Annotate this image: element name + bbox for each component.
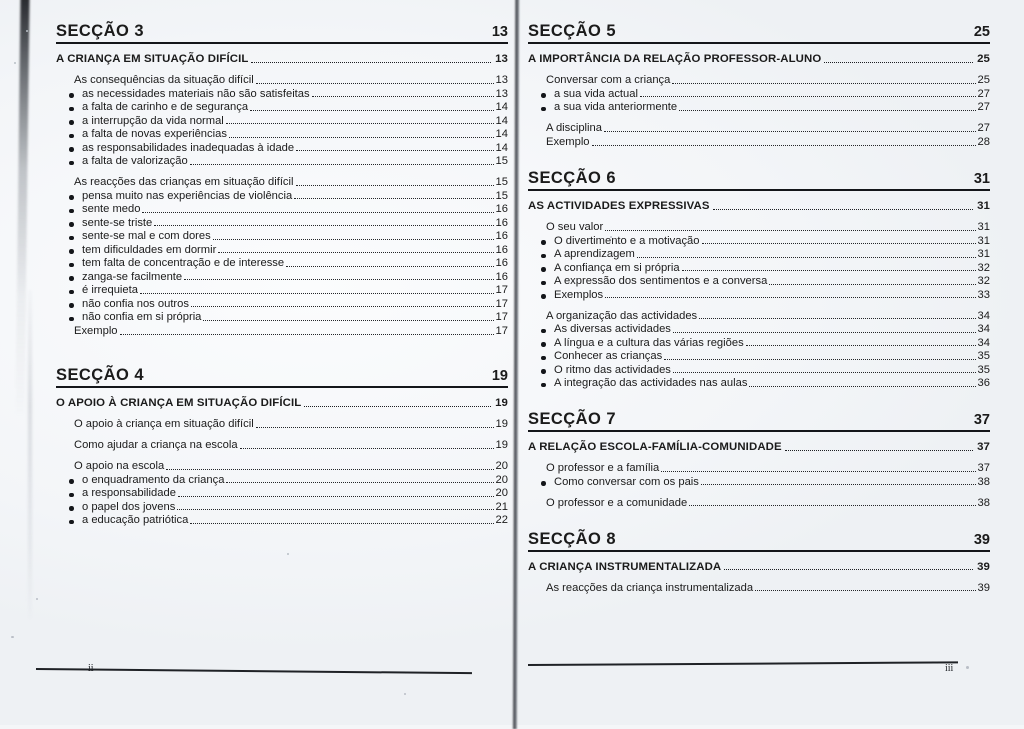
leader-dots xyxy=(637,257,976,258)
leader-dots xyxy=(640,96,976,97)
chapter-label: O APOIO À CRIANÇA EM SITUAÇÃO DIFÍCIL xyxy=(56,397,302,409)
section-header xyxy=(528,410,990,432)
section-header xyxy=(56,22,508,44)
toc-group-heading[interactable] xyxy=(56,325,508,337)
leader-dots xyxy=(701,484,976,485)
entry-label: A organização das actividades xyxy=(546,309,698,322)
toc-sub-entry[interactable] xyxy=(528,364,990,376)
bullet-icon xyxy=(69,520,74,525)
entry-label: Conversar com a criança xyxy=(546,74,671,86)
bullet-icon xyxy=(69,120,74,125)
bullet-icon xyxy=(69,479,74,484)
chapter-page-number: 39 xyxy=(977,560,990,573)
leader-dots xyxy=(755,590,976,591)
leader-dots xyxy=(226,123,494,124)
toc-column-left xyxy=(56,0,508,526)
entry-label: O apoio à criança em situação difícil xyxy=(74,418,254,430)
entry-label: Exemplo xyxy=(546,136,590,148)
toc-sub-entry[interactable] xyxy=(56,501,508,513)
entry-page-number: 21 xyxy=(495,500,508,513)
toc-section-seccao-6 xyxy=(528,169,990,389)
bullet-icon xyxy=(541,240,546,245)
entry-page-number: 31 xyxy=(977,248,990,260)
section-title: SECÇÃO 4 xyxy=(56,366,144,384)
section-page-number: 13 xyxy=(491,24,508,40)
chapter-label: A CRIANÇA INSTRUMENTALIZADA xyxy=(528,560,722,573)
entry-page-number: 14 xyxy=(495,114,508,127)
leader-dots xyxy=(251,62,491,63)
bullet-icon xyxy=(69,222,74,227)
bullet-icon xyxy=(541,254,546,259)
entry-label: a falta de carinho e de segurança xyxy=(82,101,249,113)
toc-sub-entry[interactable] xyxy=(56,101,508,113)
toc-group-heading[interactable] xyxy=(56,74,508,86)
chapter-label: A IMPORTÂNCIA DA RELAÇÃO PROFESSOR-ALUNO xyxy=(528,53,822,65)
scan-speck xyxy=(11,636,14,638)
entry-page-number: 34 xyxy=(977,336,990,349)
toc-sub-entry[interactable] xyxy=(528,350,990,362)
entry-page-number: 17 xyxy=(495,284,508,296)
section-page-number: 25 xyxy=(973,24,990,40)
toc-sub-entry[interactable] xyxy=(56,271,508,283)
leader-dots xyxy=(140,293,494,294)
toc-sub-entry[interactable] xyxy=(528,275,990,287)
entry-page-number: 17 xyxy=(495,311,508,323)
entry-label: Como conversar com os pais xyxy=(554,475,699,488)
entry-label: O apoio na escola xyxy=(74,460,165,472)
section-spacer xyxy=(528,148,990,169)
bullet-icon xyxy=(541,294,546,299)
chapter-label: A RELAÇÃO ESCOLA-FAMÍLIA-COMUNIDADE xyxy=(528,441,782,453)
entry-label: é irrequieta xyxy=(82,284,138,296)
entry-page-number: 14 xyxy=(495,101,508,113)
entry-page-number: 16 xyxy=(495,203,508,215)
toc-sub-entry[interactable] xyxy=(56,217,508,229)
toc-sub-entry[interactable] xyxy=(56,474,508,486)
leader-dots xyxy=(713,209,973,210)
entry-page-number: 20 xyxy=(495,487,508,499)
section-title: SECÇÃO 8 xyxy=(528,529,616,548)
leader-dots xyxy=(661,471,976,472)
toc-sub-entry[interactable] xyxy=(528,476,990,488)
toc-section-seccao-7 xyxy=(528,410,990,509)
entry-page-number: 31 xyxy=(977,234,990,247)
leader-dots xyxy=(240,448,494,449)
toc-sub-entry[interactable] xyxy=(56,142,508,154)
entry-page-number: 15 xyxy=(495,189,508,202)
entry-label: As consequências da situação difícil xyxy=(74,74,254,86)
toc-sub-entry[interactable] xyxy=(528,337,990,349)
entry-label: sente-se mal e com dores xyxy=(82,230,211,242)
leader-dots xyxy=(213,239,494,240)
toc-sub-entry[interactable] xyxy=(56,244,508,256)
entry-page-number: 16 xyxy=(495,270,508,283)
entry-page-number: 13 xyxy=(495,74,508,86)
leader-dots xyxy=(177,509,494,510)
leader-dots xyxy=(229,137,494,138)
entry-label: a sua vida anteriormente xyxy=(554,101,678,113)
entry-page-number: 27 xyxy=(977,101,990,113)
entry-label: Conhecer as crianças xyxy=(554,350,663,362)
leader-dots xyxy=(673,372,976,373)
leader-dots xyxy=(203,320,494,321)
toc-group-heading[interactable] xyxy=(528,221,990,233)
entry-page-number: 22 xyxy=(495,514,508,526)
toc-group-heading[interactable] xyxy=(56,439,508,451)
bullet-icon xyxy=(541,342,546,347)
leader-dots xyxy=(166,469,494,470)
leader-dots xyxy=(294,198,494,199)
toc-sub-entry[interactable] xyxy=(528,262,990,274)
leader-dots xyxy=(824,62,973,63)
bullet-icon xyxy=(69,290,74,295)
entry-label: pensa muito nas experiências de violência xyxy=(82,189,293,202)
leader-dots xyxy=(296,150,494,151)
entry-label: Como ajudar a criança na escola xyxy=(74,439,238,451)
leader-dots xyxy=(769,284,976,285)
entry-page-number: 14 xyxy=(495,128,508,140)
toc-sub-entry[interactable] xyxy=(56,190,508,202)
entry-page-number: 32 xyxy=(977,275,990,287)
toc-group-heading[interactable] xyxy=(528,122,990,134)
leader-dots xyxy=(673,332,976,333)
leader-dots xyxy=(605,230,976,231)
left-page xyxy=(56,0,508,725)
entry-page-number: 19 xyxy=(495,439,508,451)
bullet-icon xyxy=(69,317,74,322)
entry-page-number: 33 xyxy=(977,288,990,301)
chapter-page-number: 19 xyxy=(495,397,508,409)
leader-dots xyxy=(702,243,977,244)
entry-label: O ritmo das actividades xyxy=(554,363,671,376)
entry-page-number: 16 xyxy=(495,257,508,269)
entry-label: O professor e a família xyxy=(546,462,660,474)
entry-page-number: 35 xyxy=(977,350,990,362)
entry-page-number: 15 xyxy=(495,176,508,188)
toc-chapter-entry[interactable] xyxy=(528,200,990,212)
scan-speck xyxy=(26,30,28,32)
entry-page-number: 34 xyxy=(977,309,990,322)
bullet-icon xyxy=(541,356,546,361)
toc-chapter-entry[interactable] xyxy=(528,53,990,65)
entry-page-number: 38 xyxy=(977,496,990,509)
section-spacer xyxy=(56,337,508,366)
chapter-label: A CRIANÇA EM SITUAÇÃO DIFÍCIL xyxy=(56,53,249,65)
leader-dots xyxy=(154,225,494,226)
toc-group-heading[interactable] xyxy=(528,310,990,322)
toc-group-heading[interactable] xyxy=(56,460,508,472)
leader-dots xyxy=(679,110,976,111)
bullet-icon xyxy=(69,195,74,200)
chapter-label: AS ACTIVIDADES EXPRESSIVAS xyxy=(528,200,710,212)
bullet-icon xyxy=(69,493,74,498)
entry-label: A língua e a cultura das várias regiões xyxy=(554,336,744,349)
bullet-icon xyxy=(69,263,74,268)
toc-section-seccao-8 xyxy=(528,530,990,594)
entry-page-number: 19 xyxy=(495,418,508,430)
toc-chapter-entry[interactable] xyxy=(528,441,990,453)
leader-dots xyxy=(286,266,494,267)
scan-speck xyxy=(36,598,38,600)
toc-column-right xyxy=(528,0,990,594)
entry-label: A integração das actividades nas aulas xyxy=(554,377,748,389)
entry-label: sente-se triste xyxy=(82,216,153,229)
leader-dots xyxy=(672,83,976,84)
toc-sub-entry[interactable] xyxy=(56,298,508,310)
toc-chapter-entry[interactable] xyxy=(528,561,990,573)
entry-page-number: 34 xyxy=(977,323,990,335)
right-page xyxy=(528,0,990,725)
leader-dots xyxy=(142,212,494,213)
toc-group-heading[interactable] xyxy=(528,497,990,509)
toc-group-heading[interactable] xyxy=(528,136,990,148)
toc-sub-entry[interactable] xyxy=(528,377,990,389)
entry-label: tem falta de concentração e de interesse xyxy=(82,257,285,269)
toc-group-heading[interactable] xyxy=(56,418,508,430)
bullet-icon xyxy=(69,236,74,241)
bullet-icon xyxy=(541,267,546,272)
entry-page-number: 27 xyxy=(977,122,990,134)
section-title: SECÇÃO 7 xyxy=(528,410,616,428)
bullet-icon xyxy=(69,161,74,166)
leader-dots xyxy=(746,345,976,346)
section-header xyxy=(56,366,508,388)
bullet-icon xyxy=(69,276,74,281)
toc-sub-entry[interactable] xyxy=(56,230,508,242)
entry-page-number: 27 xyxy=(977,87,990,100)
entry-page-number: 13 xyxy=(495,87,508,100)
bullet-icon xyxy=(541,369,546,374)
entry-page-number: 17 xyxy=(495,325,508,337)
bullet-icon xyxy=(541,107,546,112)
entry-page-number: 25 xyxy=(977,74,990,86)
leader-dots xyxy=(605,297,976,298)
leader-dots xyxy=(699,318,976,319)
leader-dots xyxy=(682,270,976,271)
section-header xyxy=(528,22,990,44)
bullet-icon xyxy=(69,93,74,98)
leader-dots xyxy=(785,450,973,451)
leader-dots xyxy=(120,334,495,335)
leader-dots xyxy=(226,482,494,483)
entry-label: a interrupção da vida normal xyxy=(82,114,224,127)
bullet-icon xyxy=(541,329,546,334)
toc-group-heading[interactable] xyxy=(56,176,508,188)
entry-label: as necessidades materiais não são satisfeitas xyxy=(82,87,310,100)
toc-sub-entry[interactable] xyxy=(528,248,990,260)
toc-sub-entry[interactable] xyxy=(528,88,990,100)
entry-page-number: 36 xyxy=(977,377,990,389)
entry-page-number: 17 xyxy=(495,297,508,310)
entry-label: não confia em si própria xyxy=(82,311,202,323)
chapter-page-number: 25 xyxy=(977,53,990,65)
toc-sub-entry[interactable] xyxy=(56,257,508,269)
entry-label: sente medo xyxy=(82,203,141,215)
entry-page-number: 38 xyxy=(977,475,990,488)
leader-dots xyxy=(296,185,495,186)
leader-dots xyxy=(190,164,494,165)
toc-chapter-entry[interactable] xyxy=(56,53,508,65)
toc-group-heading[interactable] xyxy=(528,74,990,86)
toc-sub-entry[interactable] xyxy=(56,311,508,323)
bullet-icon xyxy=(69,303,74,308)
entry-label: O divertimento e a motivação xyxy=(554,234,700,247)
entry-page-number: 28 xyxy=(977,136,990,148)
entry-label: O seu valor xyxy=(546,221,604,233)
bullet-icon xyxy=(69,147,74,152)
section-page-number: 19 xyxy=(491,368,508,384)
entry-label: não confia nos outros xyxy=(82,297,189,310)
toc-sub-entry[interactable] xyxy=(528,289,990,301)
section-title: SECÇÃO 6 xyxy=(528,169,616,187)
entry-page-number: 35 xyxy=(977,363,990,376)
section-header xyxy=(528,530,990,552)
entry-label: A confiança em si própria xyxy=(554,261,680,274)
leader-dots xyxy=(250,110,494,111)
entry-label: tem dificuldades em dormir xyxy=(82,243,217,256)
toc-sub-entry[interactable] xyxy=(528,235,990,247)
bullet-icon xyxy=(69,506,74,511)
entry-page-number: 16 xyxy=(495,230,508,242)
chapter-page-number: 31 xyxy=(977,200,990,212)
entry-page-number: 16 xyxy=(495,243,508,256)
leader-dots xyxy=(178,496,494,497)
section-page-number: 31 xyxy=(973,171,990,187)
toc-sub-entry[interactable] xyxy=(56,514,508,526)
entry-page-number: 32 xyxy=(977,261,990,274)
entry-label: As reacções das crianças em situação difícil xyxy=(74,176,294,188)
entry-label: a sua vida actual xyxy=(554,87,638,100)
toc-sub-entry[interactable] xyxy=(56,88,508,100)
section-page-number: 39 xyxy=(973,531,990,548)
leader-dots xyxy=(724,569,973,570)
leader-dots xyxy=(604,131,976,132)
leader-dots xyxy=(184,279,494,280)
leader-dots xyxy=(191,306,494,307)
entry-label: Exemplos xyxy=(554,288,604,301)
toc-sub-entry[interactable] xyxy=(56,155,508,167)
bullet-icon xyxy=(541,93,546,98)
section-spacer xyxy=(528,509,990,530)
entry-label: A expressão dos sentimentos e a conversa xyxy=(554,275,768,287)
entry-label: o enquadramento da criança xyxy=(82,473,225,486)
leader-dots xyxy=(312,96,494,97)
chapter-page-number: 37 xyxy=(977,441,990,453)
bullet-icon xyxy=(69,249,74,254)
leader-dots xyxy=(304,406,491,407)
entry-label: As reacções da criança instrumentalizada xyxy=(546,581,754,594)
bullet-icon xyxy=(69,107,74,112)
leader-dots xyxy=(218,252,494,253)
entry-page-number: 20 xyxy=(495,460,508,472)
toc-chapter-entry[interactable] xyxy=(56,397,508,409)
entry-label: a falta de valorização xyxy=(82,155,188,167)
entry-label: A aprendizagem xyxy=(554,248,635,260)
toc-section-seccao-3 xyxy=(56,22,508,337)
entry-page-number: 31 xyxy=(977,221,990,233)
toc-sub-entry[interactable] xyxy=(56,487,508,499)
scan-speck xyxy=(14,62,16,64)
entry-page-number: 14 xyxy=(495,141,508,154)
entry-page-number: 20 xyxy=(495,473,508,486)
section-page-number: 37 xyxy=(973,412,990,428)
leader-dots xyxy=(689,505,976,506)
entry-label: a educação patriótica xyxy=(82,514,189,526)
leader-dots xyxy=(592,145,977,146)
toc-sub-entry[interactable] xyxy=(528,323,990,335)
binding-shadow-lower xyxy=(28,290,32,620)
toc-sub-entry[interactable] xyxy=(56,115,508,127)
toc-group-heading[interactable] xyxy=(528,462,990,474)
entry-label: O professor e a comunidade xyxy=(546,496,688,509)
bullet-icon xyxy=(69,209,74,214)
entry-page-number: 39 xyxy=(977,581,990,594)
toc-sub-entry[interactable] xyxy=(56,128,508,140)
bullet-icon xyxy=(541,481,546,486)
entry-label: a falta de novas experiências xyxy=(82,128,227,140)
leader-dots xyxy=(749,386,976,387)
folio-right: iii xyxy=(945,663,954,674)
toc-sub-entry[interactable] xyxy=(56,203,508,215)
leader-dots xyxy=(256,427,494,428)
toc-section-seccao-4 xyxy=(56,366,508,526)
leader-dots xyxy=(256,83,494,84)
toc-group-heading[interactable] xyxy=(528,582,990,594)
toc-section-seccao-5 xyxy=(528,22,990,148)
entry-label: A disciplina xyxy=(546,122,602,134)
entry-page-number: 37 xyxy=(977,462,990,474)
section-header xyxy=(528,169,990,191)
entry-page-number: 16 xyxy=(495,216,508,229)
bullet-icon xyxy=(69,134,74,139)
entry-label: as responsabilidades inadequadas à idade xyxy=(82,141,295,154)
leader-dots xyxy=(664,359,976,360)
entry-label: zanga-se facilmente xyxy=(82,270,183,283)
folio-left: ii xyxy=(88,663,94,674)
entry-label: a responsabilidade xyxy=(82,487,176,499)
toc-sub-entry[interactable] xyxy=(528,101,990,113)
chapter-page-number: 13 xyxy=(495,53,508,65)
leader-dots xyxy=(190,523,494,524)
bullet-icon xyxy=(541,383,546,388)
bullet-icon xyxy=(541,281,546,286)
entry-label: Exemplo xyxy=(74,325,118,337)
section-spacer xyxy=(528,389,990,410)
section-title: SECÇÃO 5 xyxy=(528,22,616,40)
entry-label: As diversas actividades xyxy=(554,323,671,335)
section-title: SECÇÃO 3 xyxy=(56,22,144,40)
entry-label: o papel dos jovens xyxy=(82,500,176,513)
toc-sub-entry[interactable] xyxy=(56,284,508,296)
entry-page-number: 15 xyxy=(495,155,508,167)
